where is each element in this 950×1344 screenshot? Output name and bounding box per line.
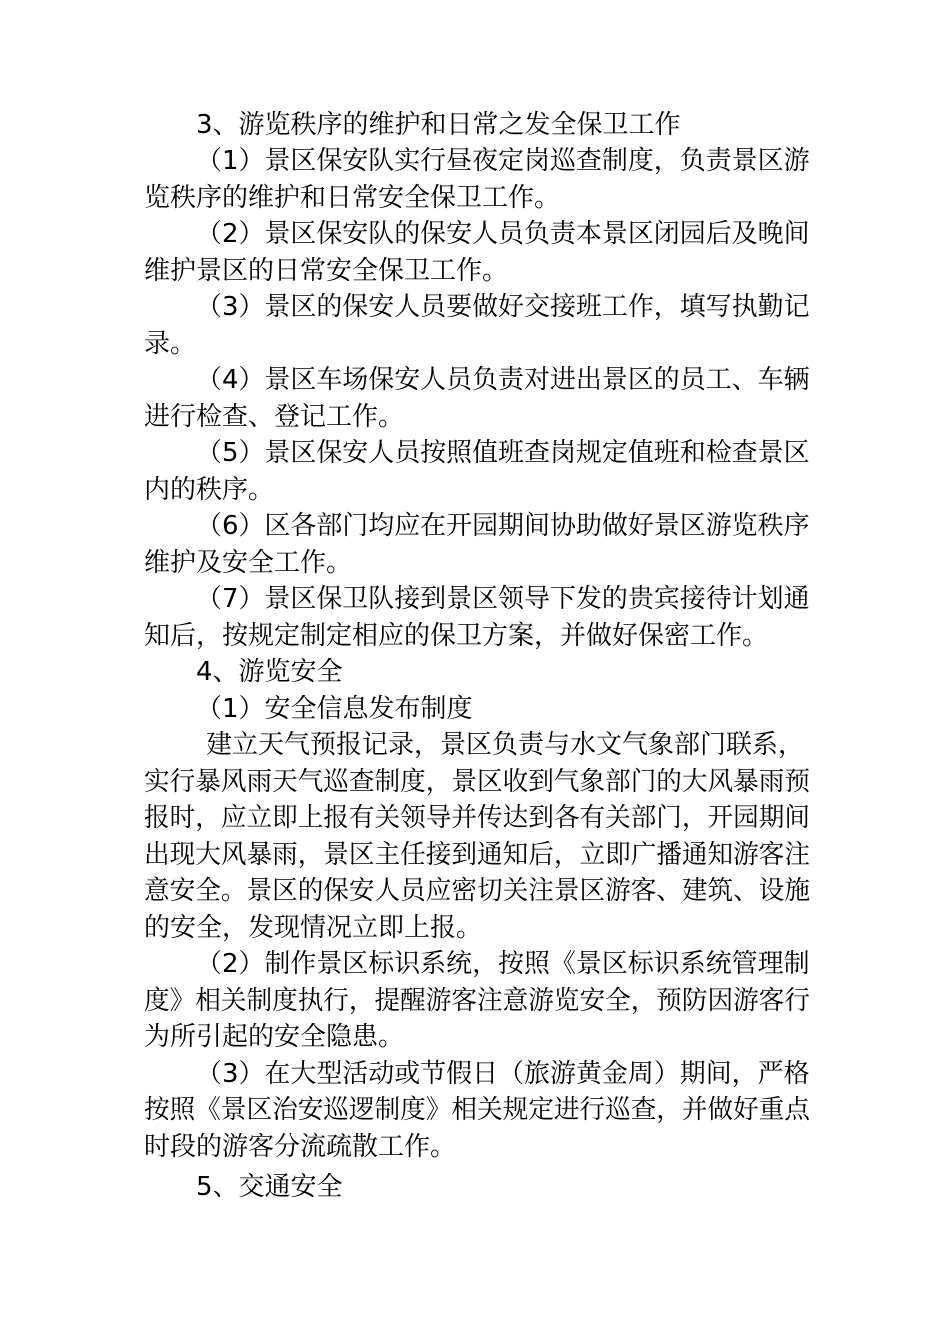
paragraph-line: （2）景区保安队的保安人员负责本景区闭园后及晚间 <box>196 219 810 249</box>
paragraph-line: 出现大风暴雨，景区主任接到通知后，立即广播通知游客注 <box>144 840 811 870</box>
paragraph-line: （7）景区保卫队接到景区领导下发的贵宾接待计划通 <box>196 584 810 614</box>
paragraph-line: 为所引起的安全隐患。 <box>144 1022 405 1052</box>
paragraph-line: 建立天气预报记录，景区负责与水文气象部门联系， <box>206 730 805 760</box>
paragraph-line: 意安全。景区的保安人员应密切关注景区游客、建筑、设施 <box>144 876 811 906</box>
section-heading-5: 5、交通安全 <box>196 1172 343 1202</box>
paragraph-line: （3）景区的保安人员要做好交接班工作，填写执勤记 <box>196 292 810 322</box>
paragraph-line: 的安全，发现情况立即上报。 <box>144 913 483 943</box>
paragraph-line: （4）景区车场保安人员负责对进出景区的员工、车辆 <box>196 365 810 395</box>
section-heading-3: 3、游览秩序的维护和日常之发全保卫工作 <box>196 110 681 140</box>
paragraph-line: （2）制作景区标识系统，按照《景区标识系统管理制 <box>196 949 810 979</box>
paragraph-line: 报时，应立即上报有关领导并传达到各有关部门，开园期间 <box>144 803 811 833</box>
subsection-heading: （1）安全信息发布制度 <box>196 694 473 724</box>
paragraph-line: 实行暴风雨天气巡查制度，景区收到气象部门的大风暴雨预 <box>144 767 811 797</box>
paragraph-line: 知后，按规定制定相应的保卫方案，并做好保密工作。 <box>144 621 769 651</box>
paragraph-line: 维护景区的日常安全保卫工作。 <box>144 256 509 286</box>
paragraph-line: 内的秩序。 <box>144 475 275 505</box>
paragraph-line: 录。 <box>144 329 197 359</box>
paragraph-line: （5）景区保安人员按照值班查岗规定值班和检查景区 <box>196 438 810 468</box>
paragraph-line: 进行检查、登记工作。 <box>144 402 405 432</box>
section-heading-4: 4、游览安全 <box>196 657 343 687</box>
paragraph-line: （3）在大型活动或节假日（旅游黄金周）期间，严格 <box>196 1059 810 1089</box>
paragraph-line: 时段的游客分流疏散工作。 <box>144 1132 457 1162</box>
paragraph-line: （6）区各部门均应在开园期间协助做好景区游览秩序 <box>196 511 810 541</box>
paragraph-line: 览秩序的维护和日常安全保卫工作。 <box>144 183 561 213</box>
paragraph-line: 按照《景区治安巡逻制度》相关规定进行巡查，并做好重点 <box>144 1095 811 1125</box>
paragraph-line: 度》相关制度执行，提醒游客注意游览安全，预防因游客行 <box>144 986 811 1016</box>
paragraph-line: （1）景区保安队实行昼夜定岗巡查制度，负责景区游 <box>196 146 810 176</box>
paragraph-line: 维护及安全工作。 <box>144 548 353 578</box>
